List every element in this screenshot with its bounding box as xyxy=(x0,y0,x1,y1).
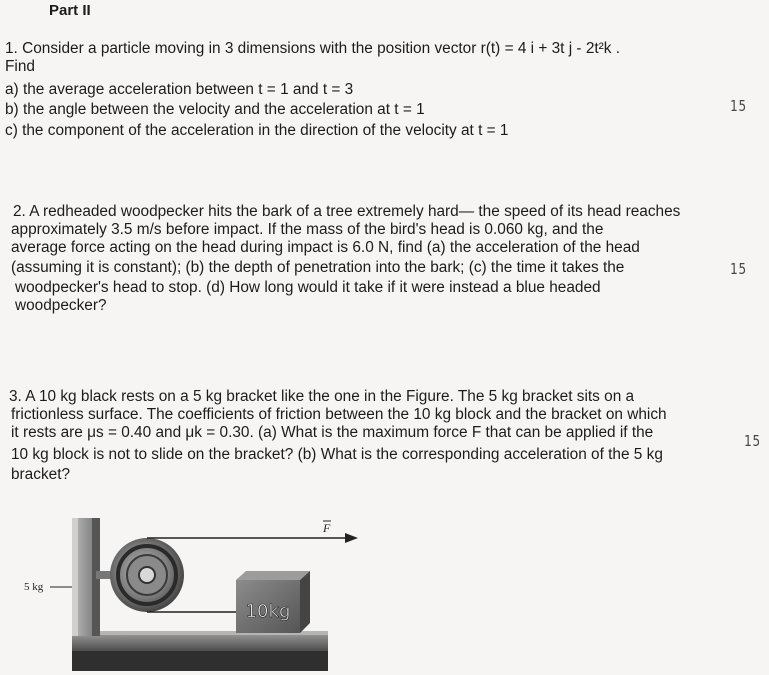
problem-1-line: 1. Consider a particle moving in 3 dimensions with the position vector r(t) = 4 i + 3t j - 2t²k . xyxy=(5,40,621,57)
bracket-base xyxy=(72,631,328,671)
pulley xyxy=(110,538,184,612)
problem-1-line: c) the component of the acceleration in the direction of the velocity at t = 1 xyxy=(5,122,509,139)
force-label: F xyxy=(323,521,331,535)
problem-1-score: 15 xyxy=(730,97,747,115)
force-arrow-icon xyxy=(345,533,358,543)
problem-1-line: b) the angle between the velocity and the acceleration at t = 1 xyxy=(5,101,425,118)
problem-1-line: a) the average acceleration between t = 1 and t = 3 xyxy=(5,81,354,98)
problem-2-line: woodpecker? xyxy=(15,297,107,314)
problem-3-line: frictionless surface. The coefficients of friction between the 10 kg block and the bracket on which xyxy=(11,406,667,423)
problem-2-line: woodpecker's head to stop. (d) How long would it take if it were instead a blue headed xyxy=(15,279,601,296)
block-label: 10kg xyxy=(245,601,291,622)
problem-2-line: average force acting on the head during impact is 6.0 N, find (a) the acceleration of the head xyxy=(11,239,640,256)
problem-2-line: approximately 3.5 m/s before impact. If the mass of the bird's head is 0.060 kg, and the xyxy=(11,221,604,238)
block-10kg xyxy=(236,571,310,633)
problem-3-line: 10 kg block is not to slide on the bracket? (b) What is the corresponding acceleration of the 5 kg xyxy=(11,446,663,463)
problem-1-line: Find xyxy=(5,58,35,75)
problem-3-score: 15 xyxy=(744,432,761,450)
bracket-post xyxy=(72,518,100,636)
problem-2-score: 15 xyxy=(730,260,747,278)
page-heading: Part II xyxy=(49,2,91,19)
problem-3-line: bracket? xyxy=(11,466,71,483)
bracket-label: 5 kg xyxy=(24,581,44,593)
problem-3-line: 3. A 10 kg black rests on a 5 kg bracket like the one in the Figure. The 5 kg bracket sits on a xyxy=(9,388,635,405)
problem-2-line: 2. A redheaded woodpecker hits the bark of a tree extremely hard— the speed of its head reaches xyxy=(13,203,681,220)
problem-3-line: it rests are μs = 0.40 and μk = 0.30. (a) What is the maximum force F that can be applied if the xyxy=(11,424,654,441)
problem-2-line: (assuming it is constant); (b) the depth of penetration into the bark; (c) the time it takes the xyxy=(11,259,625,276)
bracket-block-figure xyxy=(0,505,420,675)
